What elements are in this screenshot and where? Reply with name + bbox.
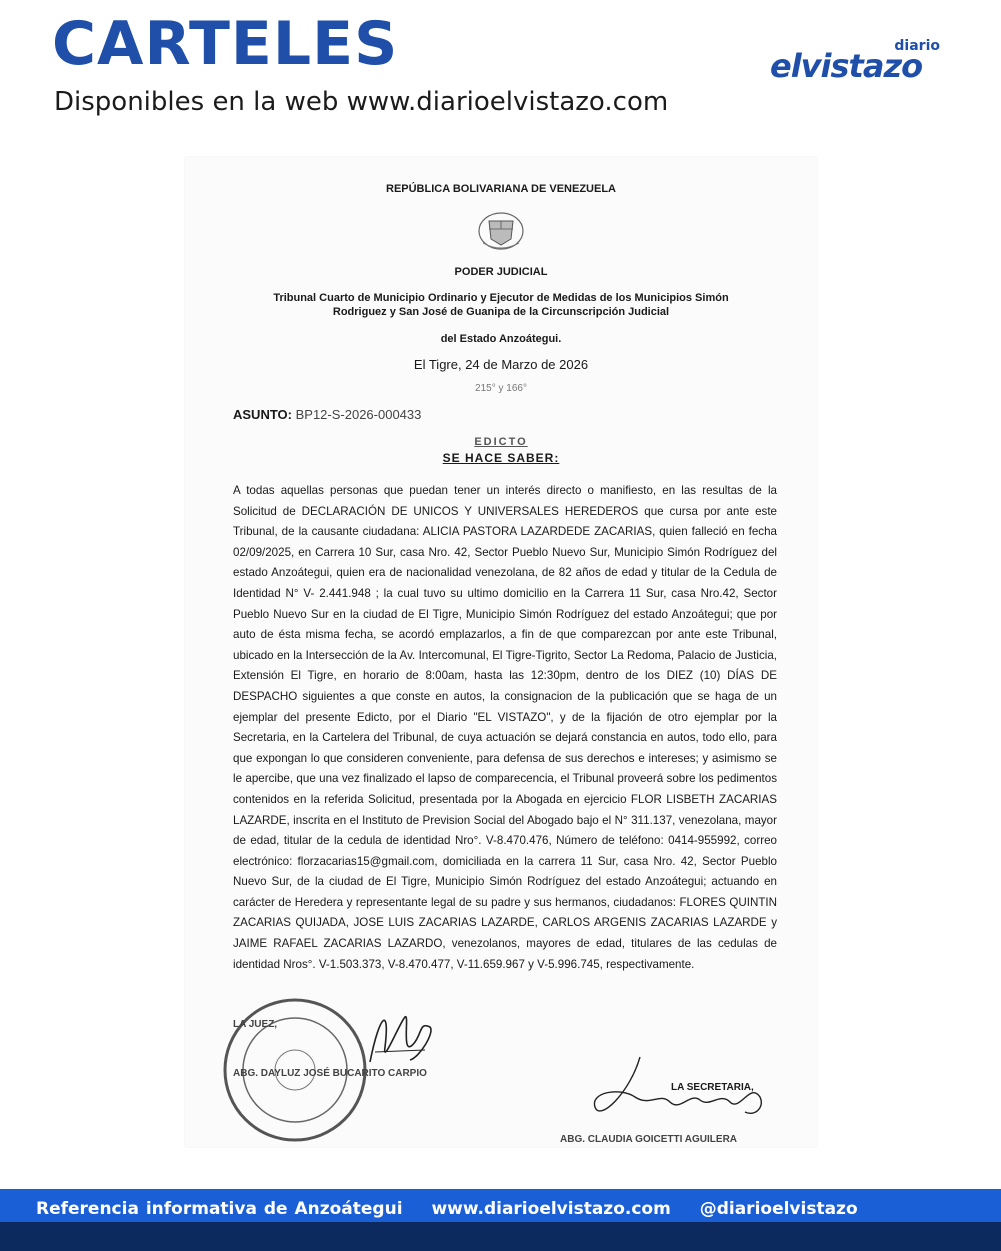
tribunal-line-3: del Estado Anzoátegui. bbox=[440, 333, 562, 345]
scanned-edict-document bbox=[185, 157, 817, 1147]
subject-label: ASUNTO: bbox=[233, 407, 292, 422]
poster-title: CARTELES bbox=[52, 9, 399, 79]
edict-paragraph: A todas aquellas personas que puedan tener un interés directo o manifiesto, en las resultas de la Solicitud de DECLARACIÓN DE UNICOS Y UNIVERSALES HEREDEROS que cursa por ante este Tribunal, de la causante ciudadana: ALICIA PASTORA LAZARDEDE ZACARIAS, quien falleció en fecha 02/09/2025, en Carrera 10 Sur, casa Nro. 42, Sector Pueblo Nuevo Sur, Municipio Simón Rodríguez del estado Anzoátegui, quien era de nacionalidad venezolana, de 82 años de edad y titular de la Cedula de Identidad N° V- 2.441.948 ; la cual tuvo su ultimo domicilio en la Carrera 11 Sur, casa Nro.42, Sector Pueblo Nuevo Sur en la ciudad de El Tigre, Municipio Simón Rodríguez del estado Anzoátegui; que por auto de ésta misma fecha, se acordó emplazarlos, a fin de que comparezcan por ante este Tribunal, ubicado en la Intersección de la Av. Intercomunal, El Tigre-Tigrito, Sector La Redoma, Palacio de Justicia, Extensión El Tigre, en horario de 8:00am, hasta las 12:30pm, dentro de los DIEZ (10) DÍAS DE DESPACHO siguientes a que conste en autos, la consignacion de la publicación que se haga de un ejemplar del presente Edicto, por el Diario "EL VISTAZO", y de la fijación de otro ejemplar por la Secretaria, en la Cartelera del Tribunal, de cuya actuación se dejará constancia en autos, todo ello, para que expongan lo que consideren conveniente, para defensa de sus derechos e intereses; y asimismo se le apercibe, que una vez finalizado el lapso de comparecencia, el Tribunal proveerá sobre los pedimentos contenidos en la referida Solicitud, presentada por la Abogada en ejercicio FLOR LISBETH ZACARIAS LAZARDE, inscrita en el Instituto de Prevision Social del Abogado bajo el N° 311.137, venezolana, mayor de edad, titular de la cedula de identidad Nro°. V-8.470.476, Número de teléfono: 0414-955992, correo electrónico: florzacarias15@gmail.com, domiciliada en la carrera 11 Sur, casa Nro. 42, Sector Pueblo Nuevo Sur, de la ciudad de El Tigre, Municipio Simón Rodríguez del estado Anzoátegui; actuando en carácter de Heredera y representante legal de su padre y sus hermanos, ciudadanos: FLORES QUINTIN ZACARIAS QUIJADA, JOSE LUIS ZACARIAS LAZARDE, CARLOS ARGENIS ZACARIAS LAZARDE y JAIME RAFAEL ZACARIAS LAZARDO, venezolanos, mayores de edad, titulares de las cedulas de identidad Nros°. V-1.503.373, V-8.470.477, V-11.659.967 y V-5.996.745, respectivamente. bbox=[233, 484, 777, 971]
coat-of-arms-icon bbox=[475, 209, 527, 253]
edict-subtitle: SE HACE SABER: bbox=[442, 451, 560, 465]
tribunal-line-1: Tribunal Cuarto de Municipio Ordinario y Ejecutor de Medidas de los Municipios Simón bbox=[273, 292, 729, 304]
footer-website-link[interactable]: www.diarioelvistazo.com bbox=[431, 1199, 671, 1219]
poster-subtitle: Disponibles en la web www.diarioelvistazo.com bbox=[54, 87, 669, 117]
edict-title: EDICTO bbox=[474, 436, 528, 448]
secretary-signature bbox=[580, 1052, 780, 1132]
logo-diario-text: diario bbox=[894, 38, 940, 54]
footer-social-handle[interactable]: @diarioelvistazo bbox=[699, 1199, 858, 1219]
years-line: 215° y 166° bbox=[475, 383, 527, 394]
tribunal-line-2: Rodriguez y San José de Guanipa de la Circunscripción Judicial bbox=[332, 306, 670, 318]
place-and-date: El Tigre, 24 de Marzo de 2026 bbox=[413, 357, 589, 372]
judicial-power-heading: PODER JUDICIAL bbox=[454, 266, 548, 278]
brand-logo[interactable] bbox=[770, 38, 950, 88]
edict-body-text bbox=[233, 481, 777, 975]
footer-text bbox=[36, 1199, 880, 1219]
secretary-name: ABG. CLAUDIA GOICETTI AGUILERA bbox=[560, 1134, 738, 1145]
footer-bottom-strip bbox=[0, 1222, 1001, 1251]
footer-reference: Referencia informativa de Anzoátegui bbox=[36, 1199, 403, 1219]
subject-line bbox=[233, 407, 421, 422]
judge-signature bbox=[360, 1002, 440, 1077]
judge-label: LA JUEZ, bbox=[233, 1019, 278, 1030]
logo-main-text: elvistazo bbox=[770, 47, 923, 85]
secretary-label: LA SECRETARIA, bbox=[671, 1082, 754, 1093]
subject-number: BP12-S-2026-000433 bbox=[295, 407, 422, 422]
republic-heading: REPÚBLICA BOLIVARIANA DE VENEZUELA bbox=[386, 183, 616, 195]
judge-name: ABG. DAYLUZ JOSÉ BUCARITO CARPIO bbox=[233, 1068, 427, 1079]
